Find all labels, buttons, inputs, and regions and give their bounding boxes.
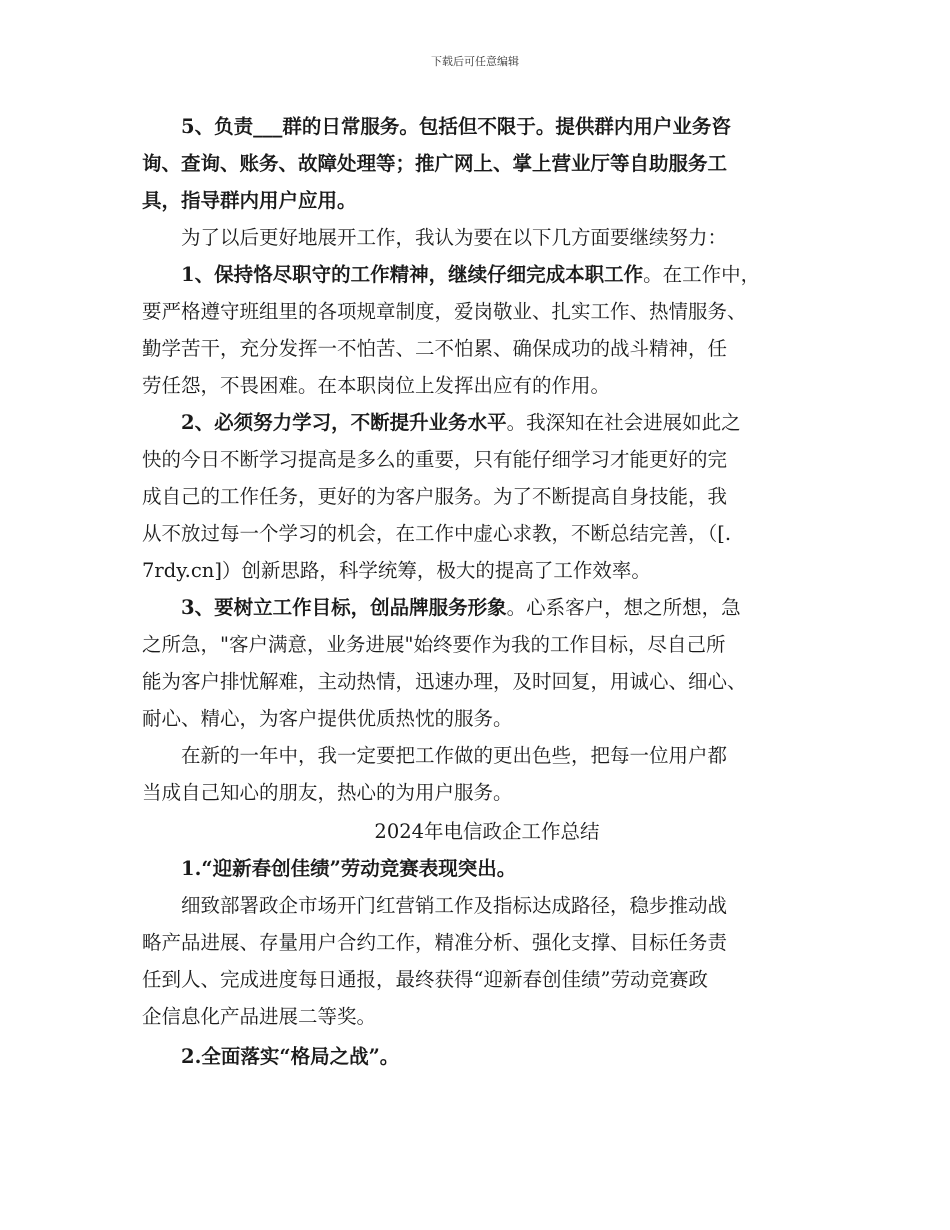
paragraph-line: 快的今日不断学习提高是多么的重要，只有能仔细学习才能更好的完 [142,448,728,471]
point-heading: 2、必须努力学习，不断提升业务水平 [142,411,507,434]
paragraph-line: 能为客户排忧解难，主动热情，迅速办理，及时回复，用诚心、细心、 [142,670,747,693]
paragraph-line: 略产品进展、存量用户合约工作，精准分析、强化支撑、目标任务责 [142,931,728,954]
section-heading: 2.全面落实“格局之战”。 [142,1045,400,1068]
paragraph-line: 企信息化产品进展二等奖。 [142,1005,377,1028]
paragraph-line: 7rdy.cn]）创新思路，科学统筹，极大的提高了工作效率。 [142,559,651,582]
paragraph-line: 5、负责___群的日常服务。包括但不限于。提供群内用户业务咨 [142,115,731,138]
paragraph-line: 为了以后更好地展开工作，我认为要在以下几方面要继续努力： [142,226,728,249]
point-heading: 3、要树立工作目标，创品牌服务形象 [142,596,507,619]
paragraph-line: 要严格遵守班组里的各项规章制度，爱岗敬业、扎实工作、热情服务、 [142,300,747,323]
point-text: 。心系客户，想之所想，急 [506,596,741,619]
paragraph-line: 耐心、精心，为客户提供优质热忱的服务。 [142,707,513,730]
paragraph-line: 具，指导群内用户应用。 [142,189,357,212]
paragraph-line: 勤学苦干，充分发挥一不怕苦、二不怕累、确保成功的战斗精神，任 [142,337,728,360]
paragraph-line: 之所急，"客户满意，业务进展"始终要作为我的工作目标，尽自己所 [142,633,726,656]
paragraph-line: 当成自己知心的朋友，热心的为用户服务。 [142,781,513,804]
point-heading: 1、保持恪尽职守的工作精神，继续仔细完成本职工作 [142,263,644,286]
page-header: 下载后可任意编辑 [431,55,519,68]
paragraph-line: 任到人、完成进度每日通报，最终获得“迎新春创佳绩”劳动竞赛政 [142,968,708,991]
paragraph-line [142,404,741,441]
paragraph-line: 细致部署政企市场开门红营销工作及指标达成路径，稳步推动战 [142,894,728,917]
point-text: 。我深知在社会进展如此之 [506,411,741,434]
paragraph-line [142,256,760,293]
paragraph-line [142,589,741,626]
document-title: 2024年电信政企工作总结 [374,820,600,843]
section-heading: 1.“迎新春创佳绩”劳动竞赛表现突出。 [142,857,517,880]
paragraph-line: 从不放过每一个学习的机会，在工作中虚心求教，不断总结完善，（[. [142,522,732,545]
paragraph-line: 劳任怨，不畏困难。在本职岗位上发挥出应有的作用。 [142,374,611,397]
paragraph-line: 成自己的工作任务，更好的为客户服务。为了不断提高自身技能，我 [142,485,728,508]
paragraph-line: 询、查询、账务、故障处理等；推广网上、掌上营业厅等自助服务工 [142,152,728,175]
point-text: 。在工作中， [643,263,761,286]
paragraph-line: 在新的一年中，我一定要把工作做的更出色些，把每一位用户都 [142,744,728,767]
